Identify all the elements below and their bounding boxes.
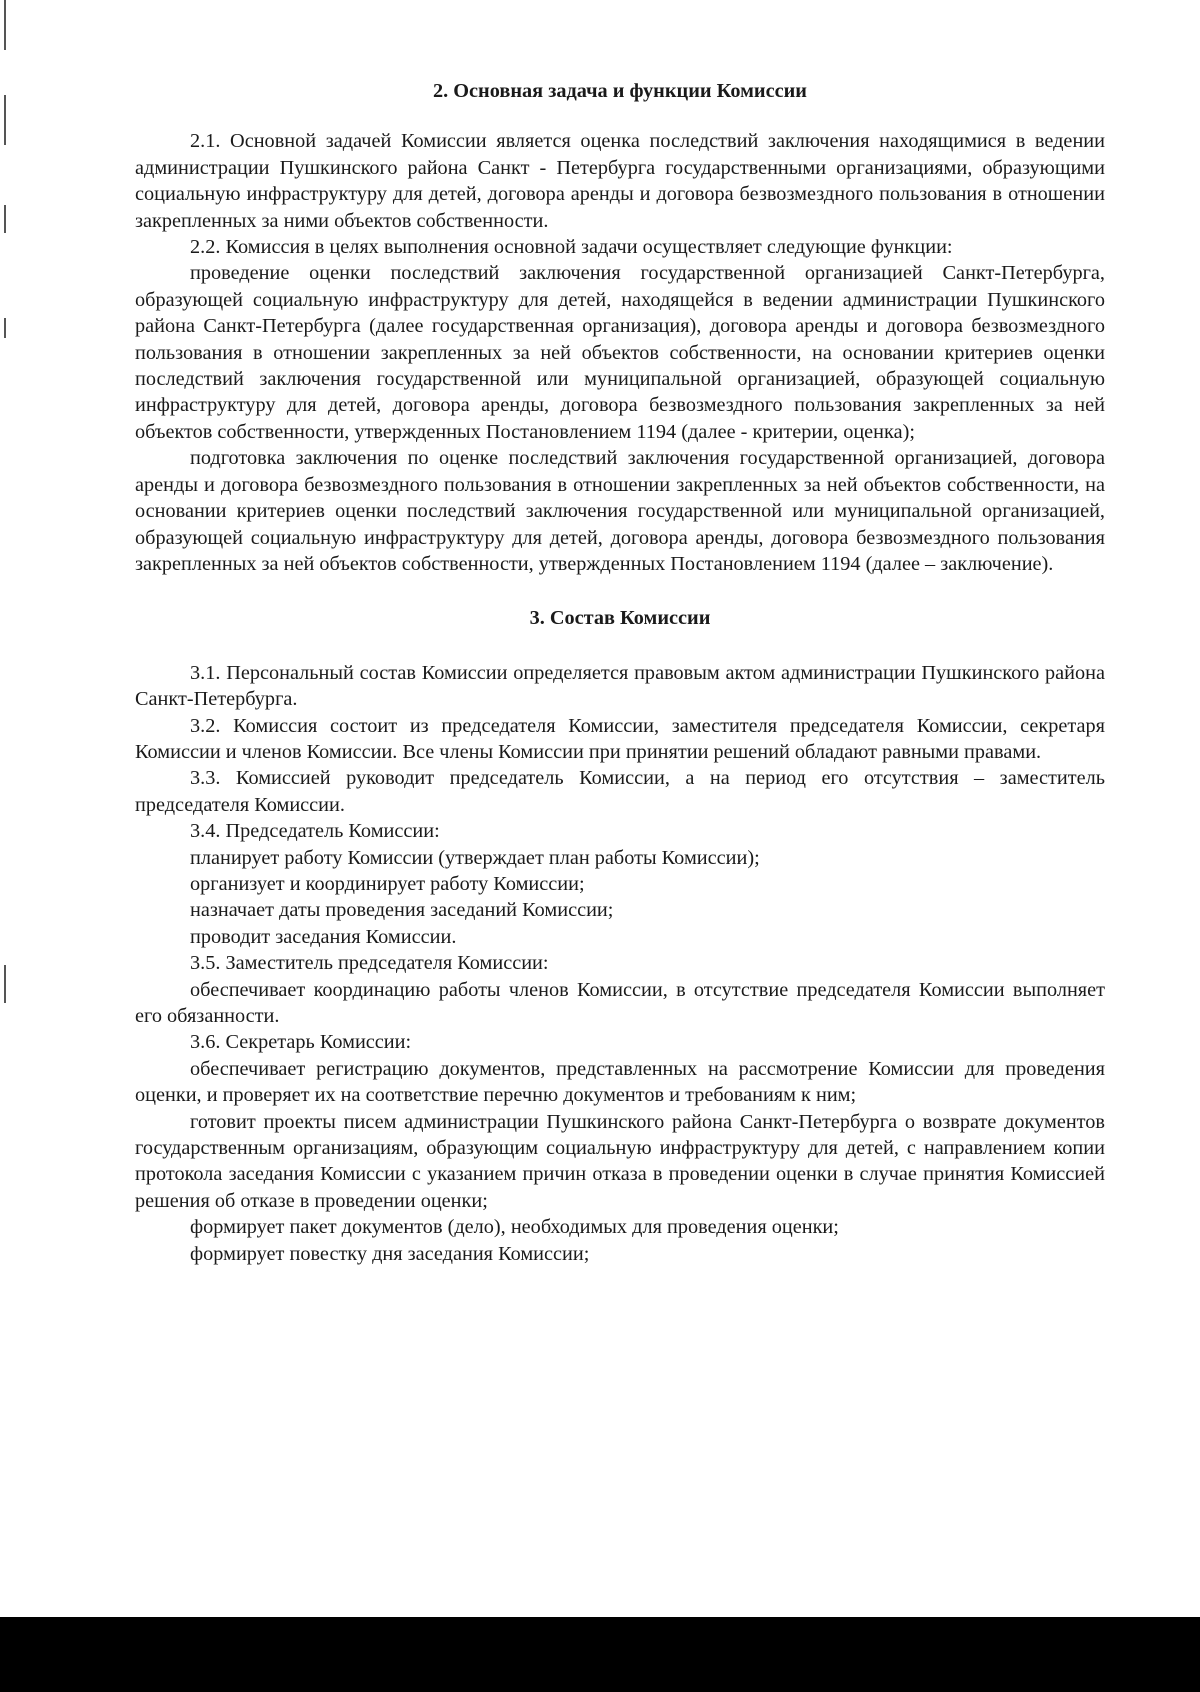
chairman-duty: проводит заседания Комиссии.	[190, 925, 457, 948]
paragraph-3-6: 3.6. Секретарь Комиссии:	[190, 1031, 412, 1054]
secretary-duty: готовит проекты писем администрации Пушкинского района Санкт-Петербурга о возврате документов государственным организациям, образующим социальную инфраструктуру для детей, с направлением копии протокола заседания Комиссии с указанием причин отказа в проведении оценки в случае принятия Комиссией решения об отказе в проведении оценки;	[135, 1110, 1105, 1212]
paragraph-3-2: 3.2. Комиссия состоит из председателя Комиссии, заместителя председателя Комиссии, секретаря Комиссии и членов Комиссии. Все члены Комиссии при принятии решений обладают равными правами.	[135, 714, 1105, 763]
scan-edge-mark	[4, 95, 6, 145]
scan-edge-mark	[4, 205, 6, 233]
paragraph-2-2: 2.2. Комиссия в целях выполнения основной задачи осуществляет следующие функции:	[190, 236, 953, 259]
paragraph-3-1: 3.1. Персональный состав Комиссии определяется правовым актом администрации Пушкинского района Санкт-Петербурга.	[135, 661, 1105, 711]
function-assessment: проведение оценки последствий заключения государственной организацией Санкт-Петербурга, образующей социальную инфраструктуру для детей, находящейся в ведении администрации Пушкинского района Санкт-Петербурга (далее государственная организация), договора аренды и договора безвозмездного пользования в отношении закрепленных за ней объектов собственности, на основании критериев оценки последствий заключения государственной или муниципальной организацией, образующей социальную инфраструктуру для детей, договора аренды, договора безвозмездного пользования закрепленных за ней объектов собственности, утвержденных Постановлением 1194 (далее - критерии, оценка);	[135, 262, 1105, 443]
section-2-title: 2. Основная задача и функции Комиссии	[433, 80, 807, 102]
scan-edge-mark	[4, 318, 6, 338]
scan-edge-mark	[4, 965, 6, 1003]
chairman-duty: планирует работу Комиссии (утверждает план работы Комиссии);	[190, 846, 760, 869]
scan-bottom-border	[0, 1617, 1200, 1692]
paragraph-2-1: 2.1. Основной задачей Комиссии является оценка последствий заключения находящимися в ведении администрации Пушкинского района Санкт - Петербурга государственными организациями, образующими социальную инфраструктуру для детей, договора аренды и договора безвозмездного пользования в отношении закрепленных за ними объектов собственности.	[135, 130, 1105, 232]
document-body	[135, 78, 1105, 1267]
paragraph-3-5: 3.5. Заместитель председателя Комиссии:	[190, 952, 549, 975]
paragraph-3-3: 3.3. Комиссией руководит председатель Комиссии, а на период его отсутствия – заместитель председателя Комиссии.	[135, 767, 1105, 816]
secretary-duty: обеспечивает регистрацию документов, представленных на рассмотрение Комиссии для проведения оценки, и проверяет их на соответствие перечню документов и требованиям к ним;	[135, 1057, 1105, 1107]
chairman-duty: организует и координирует работу Комиссии;	[190, 872, 585, 895]
function-conclusion: подготовка заключения по оценке последствий заключения государственной организацией, договора аренды и договора безвозмездного пользования в отношении закрепленных за ней объектов собственности, на основании критериев оценки последствий заключения государственной или муниципальной организацией, образующей социальную инфраструктуру для детей, договора аренды, договора безвозмездного пользования закрепленных за ней объектов собственности, утвержденных Постановлением 1194 (далее – заключение).	[135, 447, 1105, 575]
secretary-duty: формирует повестку дня заседания Комиссии;	[190, 1242, 590, 1265]
secretary-duty: формирует пакет документов (дело), необходимых для проведения оценки;	[190, 1216, 839, 1239]
scan-edge-mark	[4, 0, 6, 50]
section-3-title: 3. Состав Комиссии	[529, 607, 711, 630]
deputy-duty: обеспечивает координацию работы членов Комиссии, в отсутствие председателя Комиссии выполняет его обязанности.	[135, 978, 1105, 1027]
chairman-duty: назначает даты проведения заседаний Комиссии;	[190, 899, 614, 922]
paragraph-3-4: 3.4. Председатель Комиссии:	[190, 820, 440, 843]
